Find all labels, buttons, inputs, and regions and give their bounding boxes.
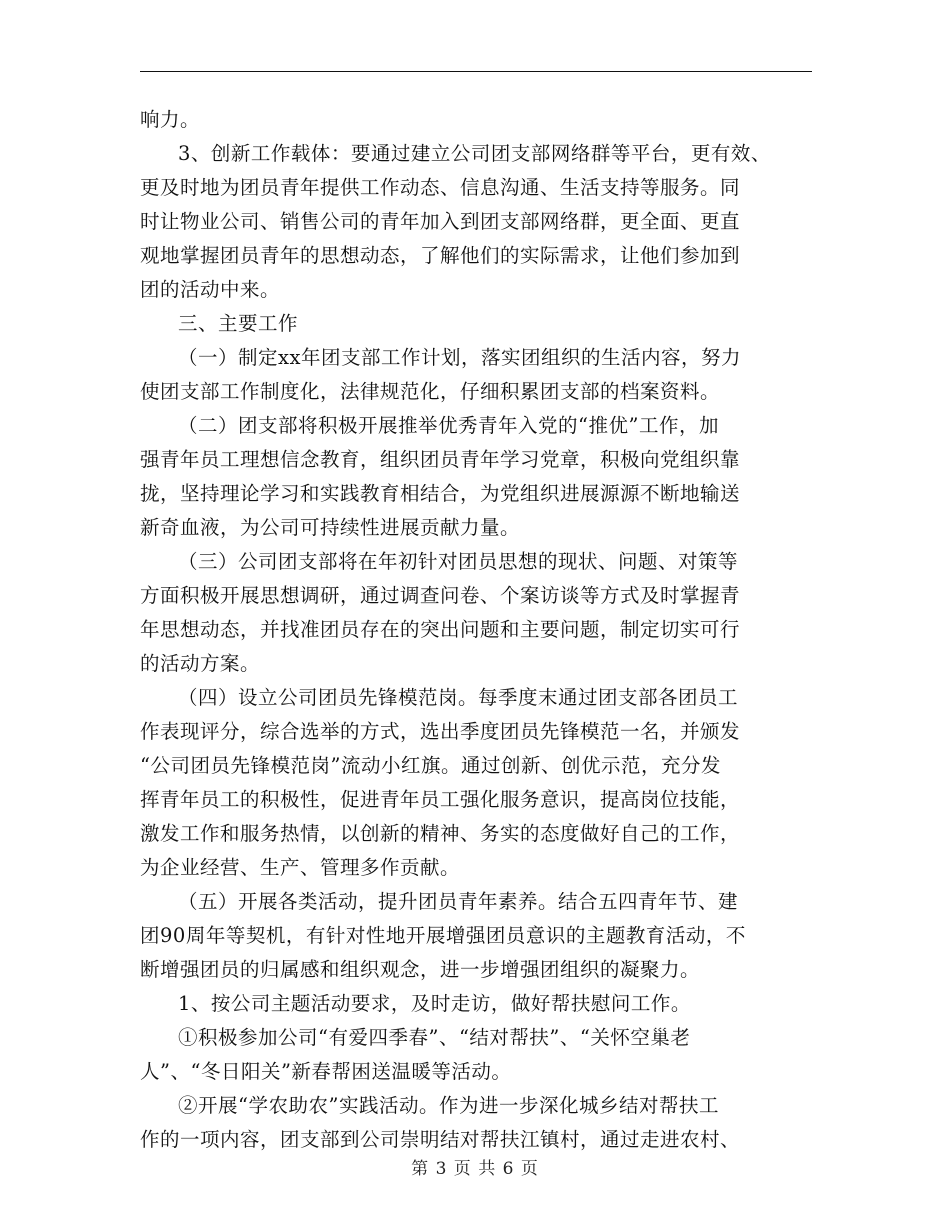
text-line: （五）开展各类活动，提升团员青年素养。结合五四青年节、建 bbox=[178, 890, 739, 913]
text-line: 响力。 bbox=[140, 108, 201, 131]
text-line: 强青年员工理想信念教育，组织团员青年学习党章，积极向党组织靠 bbox=[140, 448, 741, 471]
section-heading: 三、主要工作 bbox=[178, 312, 299, 335]
text-line: 团的活动中来。 bbox=[140, 278, 281, 301]
text-line: （三）公司团支部将在年初针对团员思想的现状、问题、对策等 bbox=[178, 550, 739, 573]
text-line: 年思想动态，并找准团员存在的突出问题和主要问题，制定切实可行 bbox=[140, 618, 741, 641]
text-line: 断增强团员的归属感和组织观念，进一步增强团组织的凝聚力。 bbox=[140, 958, 701, 981]
text-line: 人”、“冬日阳关”新春帮困送温暖等活动。 bbox=[140, 1060, 512, 1083]
text-line: 拢，坚持理论学习和实践教育相结合，为党组织进展源源不断地输送 bbox=[140, 482, 741, 505]
text-line: ①积极参加公司“有爱四季春”、“结对帮扶”、“关怀空巢老 bbox=[178, 1026, 691, 1049]
text-line: 新奇血液，为公司可持续性进展贡献力量。 bbox=[140, 516, 521, 539]
text-line: （四）设立公司团员先锋模范岗。每季度末通过团支部各团员工 bbox=[178, 686, 739, 709]
text-line: 使团支部工作制度化，法律规范化，仔细积累团支部的档案资料。 bbox=[140, 380, 721, 403]
text-line: 为企业经营、生产、管理多作贡献。 bbox=[140, 856, 461, 879]
text-line: “公司团员先锋模范岗”流动小红旗。通过创新、创优示范，充分发 bbox=[140, 754, 721, 777]
text-line: 时让物业公司、销售公司的青年加入到团支部网络群，更全面、更直 bbox=[140, 210, 741, 233]
text-line: 的活动方案。 bbox=[140, 652, 261, 675]
page-number: 第 3 页 共 6 页 bbox=[411, 1159, 539, 1179]
text-line: 团90周年等契机，有针对性地开展增强团员意识的主题教育活动，不 bbox=[140, 924, 746, 947]
text-line: （二）团支部将积极开展推举优秀青年入党的“推优”工作，加 bbox=[178, 414, 719, 437]
text-line: 1、按公司主题活动要求，及时走访，做好帮扶慰问工作。 bbox=[178, 992, 691, 1015]
header-rule bbox=[140, 71, 812, 72]
text-line: 方面积极开展思想调研，通过调查问卷、个案访谈等方式及时掌握青 bbox=[140, 584, 741, 607]
text-line: 3、创新工作载体：要通过建立公司团支部网络群等平台，更有效、 bbox=[178, 142, 771, 165]
text-line: 挥青年员工的积极性，促进青年员工强化服务意识，提高岗位技能， bbox=[140, 788, 741, 811]
text-line: 作表现评分，综合选举的方式，选出季度团员先锋模范一名，并颁发 bbox=[140, 720, 741, 743]
text-line: 更及时地为团员青年提供工作动态、信息沟通、生活支持等服务。同 bbox=[140, 176, 741, 199]
text-line: 观地掌握团员青年的思想动态，了解他们的实际需求，让他们参加到 bbox=[140, 244, 741, 267]
text-line: 作的一项内容，团支部到公司崇明结对帮扶江镇村，通过走进农村、 bbox=[140, 1128, 741, 1151]
text-line: ②开展“学农助农”实践活动。作为进一步深化城乡结对帮扶工 bbox=[178, 1094, 719, 1117]
text-line: 激发工作和服务热情，以创新的精神、务实的态度做好自己的工作， bbox=[140, 822, 741, 845]
text-line: （一）制定xx年团支部工作计划，落实团组织的生活内容，努力 bbox=[178, 346, 741, 369]
